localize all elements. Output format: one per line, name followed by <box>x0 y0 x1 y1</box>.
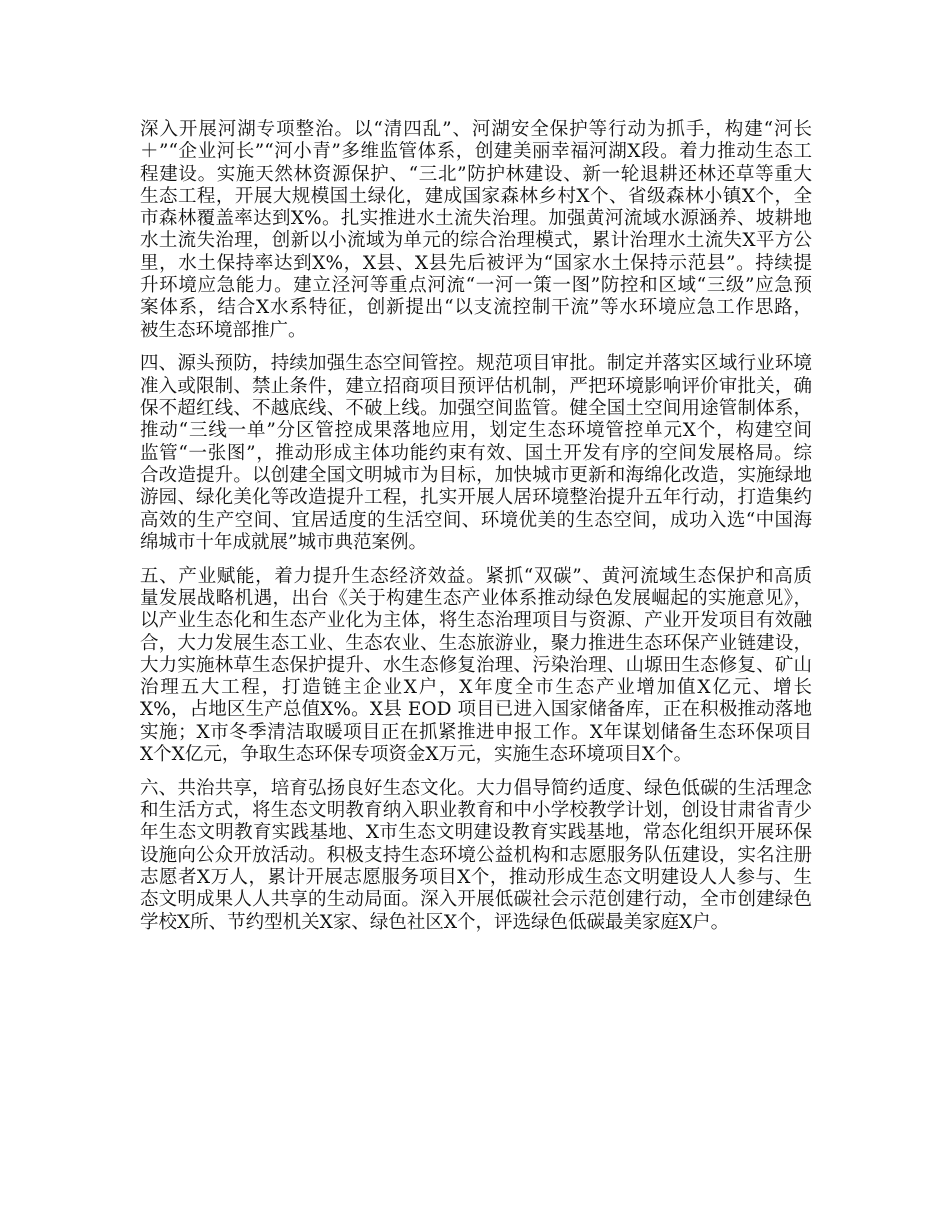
text-line: 四、源头预防，持续加强生态空间管控。规范项目审批。制定并落实区域行业环境 <box>140 353 812 375</box>
text-line: 准入或限制、禁止条件，建立招商项目预评估机制，严把环境影响评价审批关，确 <box>140 375 812 397</box>
text-line: 合，大力发展生态工业、生态农业、生态旅游业，聚力推进生态环保产业链建设， <box>140 632 812 654</box>
text-line: 推动“三线一单”分区管控成果落地应用，划定生态环境管控单元X个，构建空间 <box>140 420 812 442</box>
text-line: 升环境应急能力。建立泾河等重点河流“一河一策一图”防控和区域“三级”应急预 <box>140 275 812 297</box>
text-line: 被生态环境部推广。 <box>140 319 307 341</box>
text-line: 合改造提升。以创建全国文明城市为目标，加快城市更新和海绵化改造，实施绿地 <box>140 464 812 486</box>
text-line: 案体系，结合X水系特征，创新提出“以支流控制干流”等水环境应急工作思路， <box>140 297 812 319</box>
text-line: 保不超红线、不越底线、不破上线。加强空间监管。健全国土空间用途管制体系， <box>140 398 812 420</box>
text-line: 年生态文明教育实践基地、X市生态文明建设教育实践基地，常态化组织开展环保 <box>140 822 812 844</box>
text-line: 五、产业赋能，着力提升生态经济效益。紧抓“双碳”、黄河流域生态保护和高质 <box>140 565 812 587</box>
text-line: 游园、绿化美化等改造提升工程，扎实开展人居环境整治提升五年行动，打造集约 <box>140 487 812 509</box>
text-line: ＋”“企业河长”“河小青”多维监管体系，创建美丽幸福河湖X段。着力推动生态工 <box>140 141 812 163</box>
text-line: 绵城市十年成就展”城市典范案例。 <box>140 531 427 553</box>
text-line: 监管“一张图”，推动形成主体功能约束有效、国土开发有序的空间发展格局。综 <box>140 442 812 464</box>
text-line: X%，占地区生产总值X%。X县 EOD 项目已进入国家储备库，正在积极推动落地 <box>140 699 812 721</box>
text-line: 态文明成果人人共享的生动局面。深入开展低碳社会示范创建行动，全市创建绿色 <box>140 889 812 911</box>
text-line: 以产业生态化和生态产业化为主体，将生态治理项目与资源、产业开发项目有效融 <box>140 610 812 632</box>
text-line: 和生活方式，将生态文明教育纳入职业教育和中小学校教学计划，创设甘肃省青少 <box>140 800 812 822</box>
text-line: 设施向公众开放活动。积极支持生态环境公益机构和志愿服务队伍建设，实名注册 <box>140 844 812 866</box>
text-line: 生态工程，开展大规模国土绿化，建成国家森林乡村X个、省级森林小镇X个，全 <box>140 185 812 207</box>
text-line: X个X亿元，争取生态环保专项资金X万元，实施生态环境项目X个。 <box>140 744 693 766</box>
document-page <box>140 119 812 945</box>
text-line: 程建设。实施天然林资源保护、“三北”防护林建设、新一轮退耕还林还草等重大 <box>140 163 812 185</box>
text-line: 深入开展河湖专项整治。以“清四乱”、河湖安全保护等行动为抓手，构建“河长 <box>140 119 812 140</box>
paragraph <box>140 119 812 342</box>
text-line: 量发展战略机遇，出台《关于构建生态产业体系推动绿色发展崛起的实施意见》， <box>140 587 812 609</box>
text-line: 大力实施林草生态保护提升、水生态修复治理、污染治理、山塬田生态修复、矿山 <box>140 654 812 676</box>
paragraph <box>140 566 812 767</box>
text-line: 学校X所、节约型机关X家、绿色社区X个，评选绿色低碳最美家庭X户。 <box>140 911 730 933</box>
paragraph <box>140 353 812 554</box>
text-line: 志愿者X万人，累计开展志愿服务项目X个，推动形成生态文明建设人人参与、生 <box>140 867 812 888</box>
text-line: 实施；X市冬季清洁取暖项目正在抓紧推进申报工作。X年谋划储备生态环保项目 <box>140 721 812 743</box>
paragraph <box>140 778 812 934</box>
text-line: 六、共治共享，培育弘扬良好生态文化。大力倡导简约适度、绿色低碳的生活理念 <box>140 777 812 799</box>
text-line: 治理五大工程，打造链主企业X户，X年度全市生态产业增加值X亿元、增长 <box>140 677 812 699</box>
text-line: 市森林覆盖率达到X%。扎实推进水土流失治理。加强黄河流域水源涵养、坡耕地 <box>140 208 812 230</box>
text-line: 水土流失治理，创新以小流域为单元的综合治理模式，累计治理水土流失X平方公 <box>140 230 812 252</box>
text-line: 高效的生产空间、宜居适度的生活空间、环境优美的生态空间，成功入选“中国海 <box>140 509 812 531</box>
text-line: 里，水土保持率达到X%，X县、X县先后被评为“国家水土保持示范县”。持续提 <box>140 252 812 274</box>
